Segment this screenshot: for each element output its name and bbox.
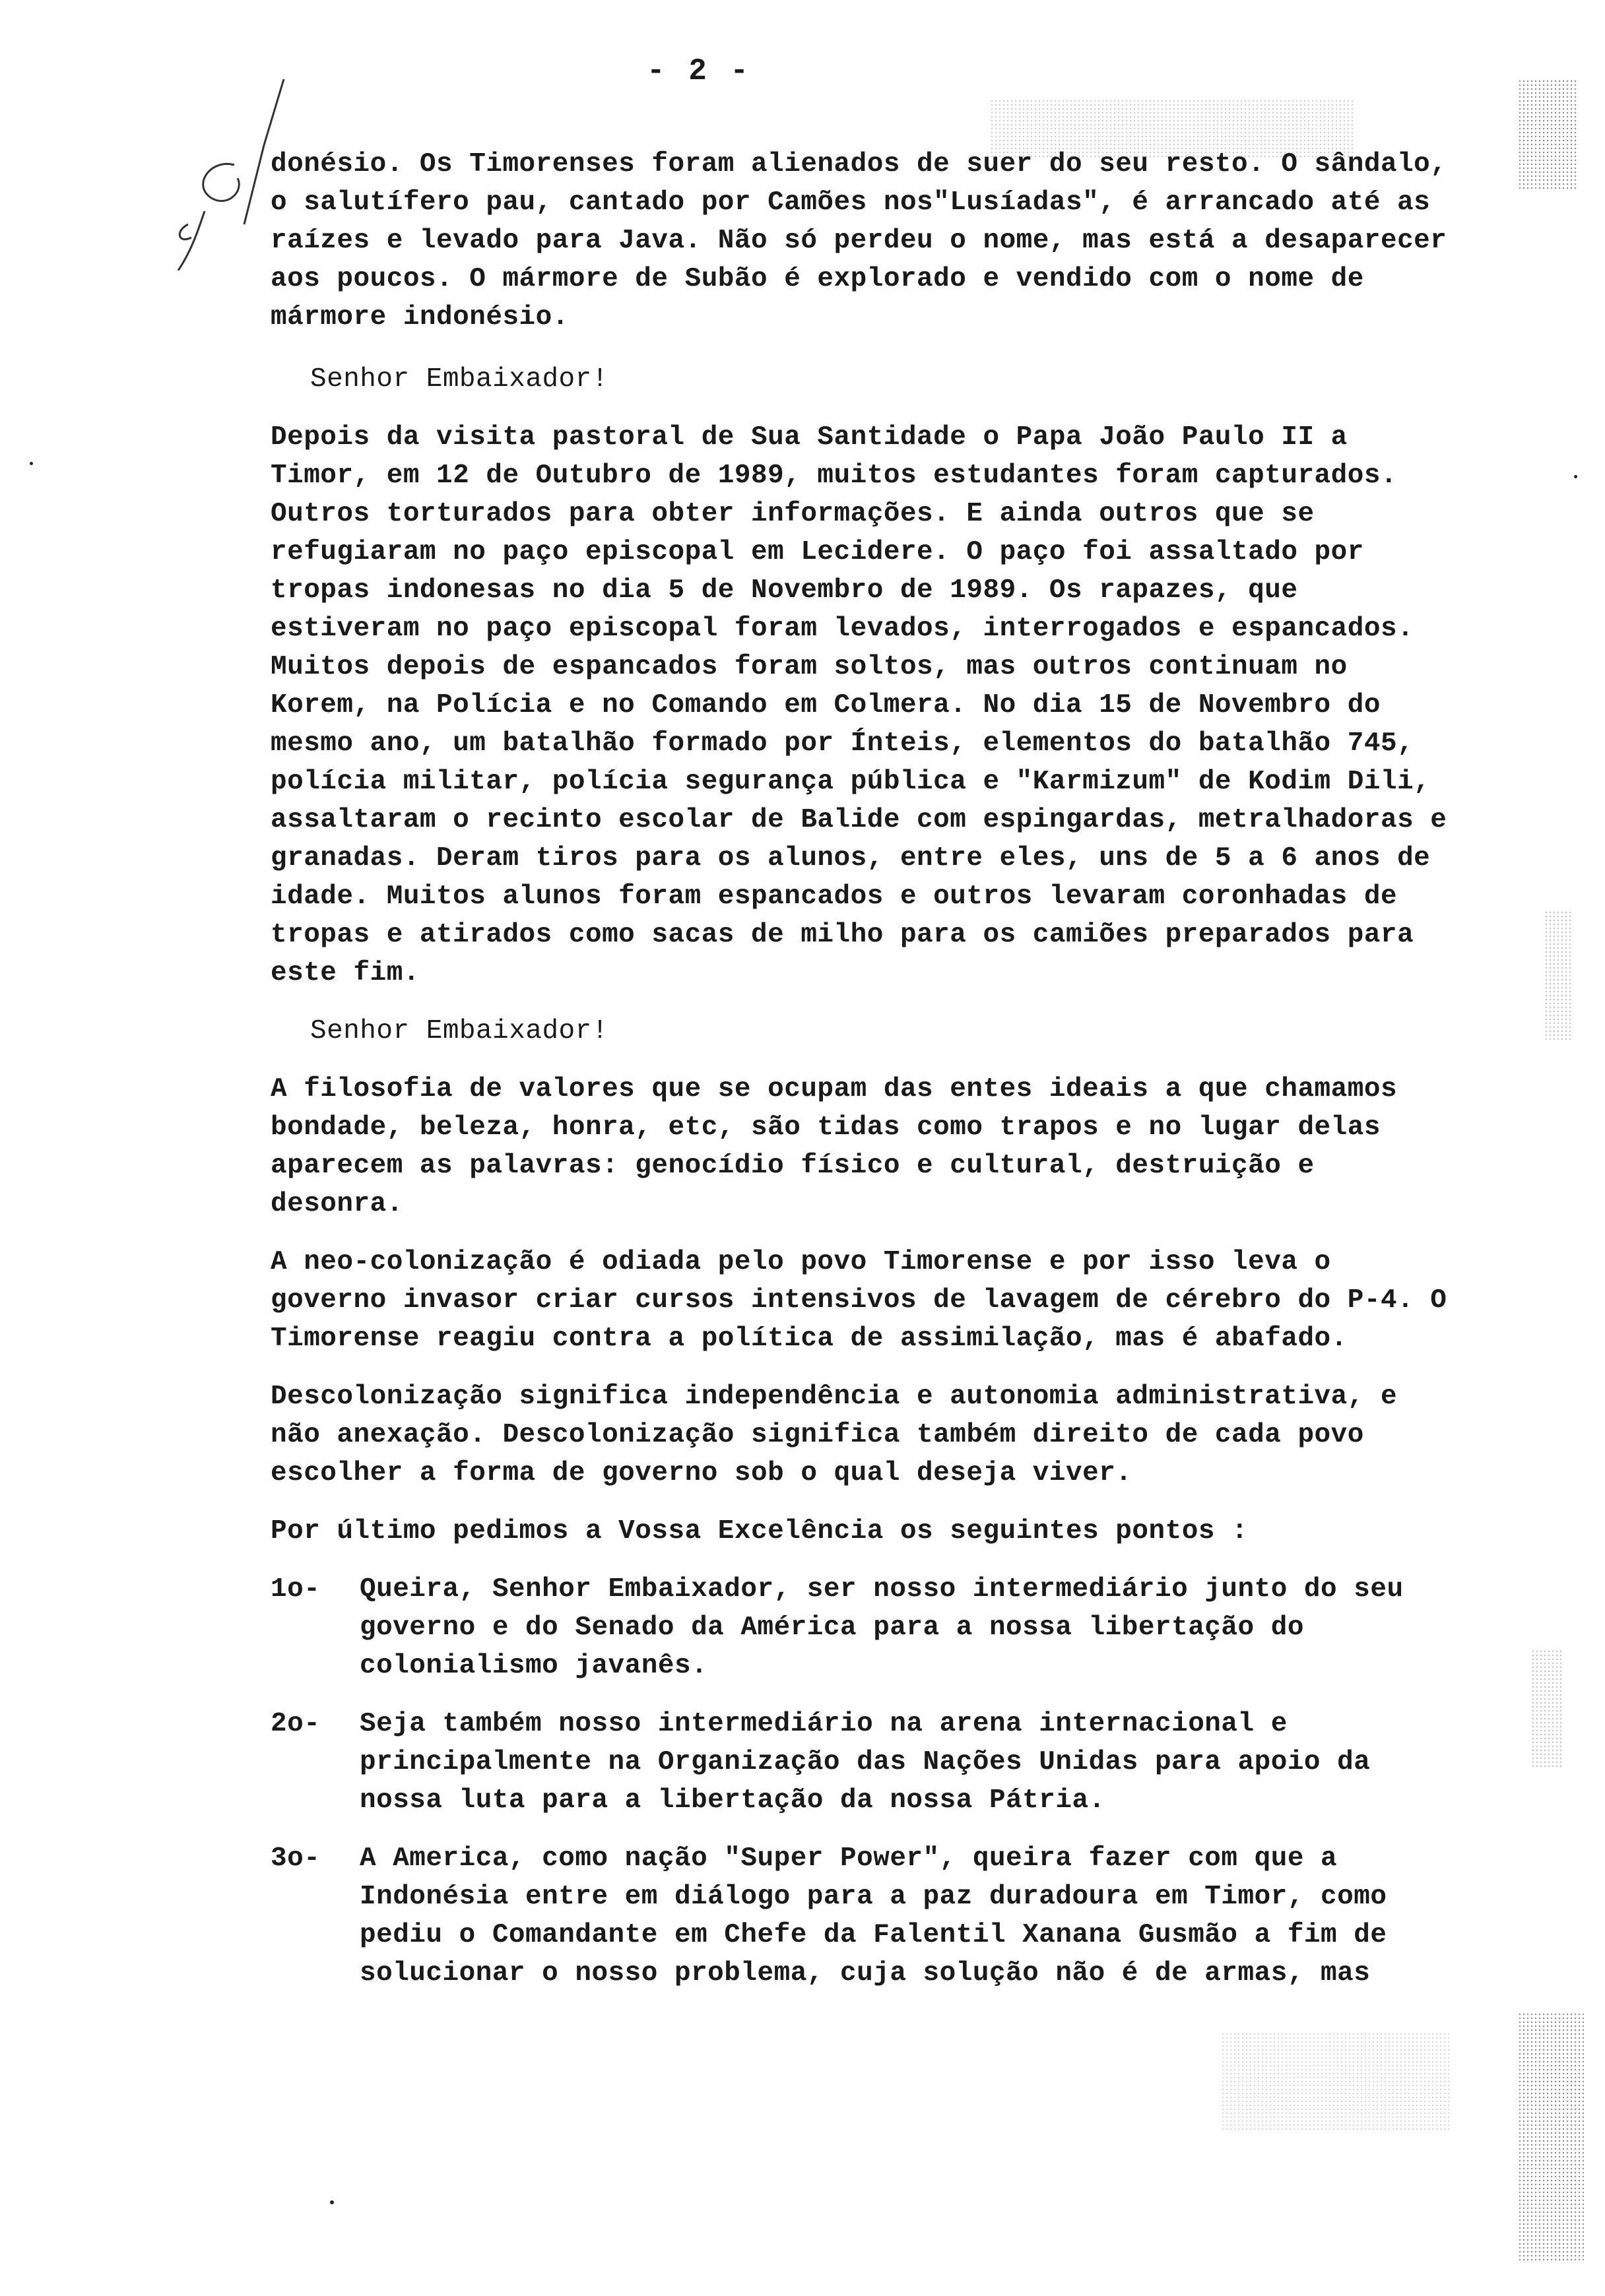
page-number: - 2 - <box>647 54 752 88</box>
scan-noise <box>1544 910 1571 1042</box>
list-text: Seja também nosso intermediário na arena internacional e principalmente na Organização das Nações Unidas para apoio da nossa luta para a libertação da nossa Pátria. <box>360 1709 1371 1816</box>
scan-noise <box>1518 2012 1584 2263</box>
list-number: 1o- <box>271 1574 321 1605</box>
list-item <box>271 1705 1458 1820</box>
paragraph-neocolonization: A neo-colonização é odiada pelo povo Timorense e por isso leva o governo invasor criar cursos intensivos de lavagem de cérebro do P-4. O Timorense reagiu contra a política de assimilação, mas é abafado. <box>271 1247 1447 1354</box>
paragraph-requests-intro: Por último pedimos a Vossa Excelência os seguintes pontos : <box>271 1516 1249 1547</box>
list-text: Queira, Senhor Embaixador, ser nosso intermediário junto do seu governo e do Senado da América para a nossa libertação do colonialismo javanês. <box>360 1574 1404 1681</box>
scan-noise <box>1221 2032 1452 2131</box>
paragraph-visit: Depois da visita pastoral de Sua Santidade o Papa João Paulo II a Timor, em 12 de Outubro de 1989, muitos estudantes foram capturados. Outros torturados para obter informações. E ainda outros que se refugiaram no paço episcopal em Lecidere. O paço foi assaltado por tropas indonesas no dia 5 de Novembro de 1989. Os rapazes, que estiveram no paço episcopal foram levados, interrogados e espancados. Muitos depois de espancados foram soltos, mas outros continuam no Korem, na Polícia e no Comando em Colmera. No dia 15 de Novembro do mesmo ano, um batalhão formado por Ínteis, elementos do batalhão 745, polícia militar, polícia segurança pública e "Karmizum" de Kodim Dili, assaltaram o recinto escolar de Balide com espingardas, metralhadoras e granadas. Deram tiros para os alunos, entre eles, uns de 5 a 6 anos de idade. Muitos alunos foram espancados e outros levaram coronhadas de tropas e atirados como sacas de milho para os camiões preparados para este fim. <box>271 422 1447 988</box>
scan-speck <box>1574 475 1577 478</box>
list-item <box>271 1839 1458 1993</box>
salutation: Senhor Embaixador! <box>310 364 608 395</box>
letter-body <box>271 145 1458 2012</box>
opening-paragraph: donésio. Os Timorenses foram alienados de suer do seu resto. O sândalo, o salutífero pau, cantado por Camões nos"Lusíadas", é arrancado até as raízes e levado para Java. Não só perdeu o nome, mas está a desaparecer aos poucos. O mármore de Subão é explorado e vendido com o nome de mármore indonésio. <box>271 149 1447 333</box>
scan-noise <box>1531 1649 1564 1768</box>
salutation-second: Senhor Embaixador! <box>310 1016 608 1046</box>
requests-list <box>271 1570 1458 1993</box>
scan-speck <box>330 2200 334 2204</box>
list-number: 3o- <box>271 1843 321 1874</box>
paragraph-philosophy: A filosofia de valores que se ocupam das entes ideais a que chamamos bondade, beleza, honra, etc, são tidas como trapos e no lugar delas aparecem as palavras: genocídio físico e cultural, destruição e desonra. <box>271 1074 1398 1219</box>
list-item <box>271 1570 1458 1685</box>
list-number: 2o- <box>271 1709 321 1739</box>
list-text: A America, como nação "Super Power", queira fazer com que a Indonésia entre em diálogo para a paz duradoura em Timor, como pediu o Comandante em Chefe da Falentil Xanana Gusmão a fim de solucionar o nosso problema, cuja solução não é de armas, mas <box>360 1843 1387 1989</box>
paragraph-decolonization: Descolonização significa independência e autonomia administrativa, e não anexação. Descolonização significa também direito de cada povo escolher a forma de governo sob o qual deseja viver. <box>271 1382 1398 1488</box>
scan-noise <box>990 99 1353 158</box>
scan-noise <box>1518 79 1577 191</box>
scan-speck <box>30 462 33 465</box>
